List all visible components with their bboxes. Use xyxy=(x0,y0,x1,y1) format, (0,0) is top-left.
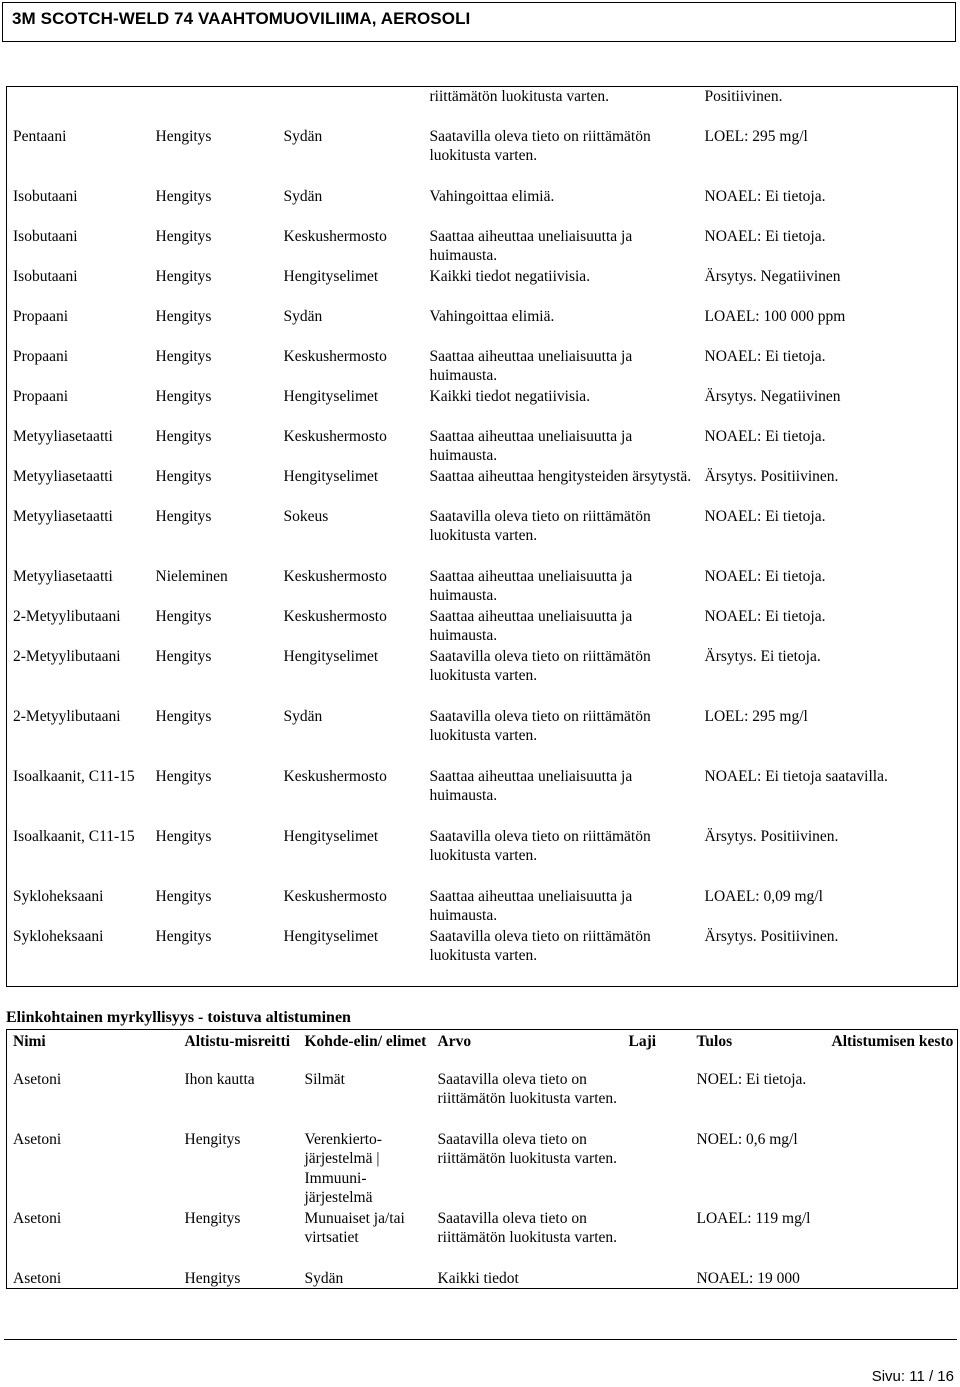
cell-result: Ärsytys. Ei tietoja. xyxy=(704,647,821,665)
cell-value: Saattaa aiheuttaa uneliaisuutta ja huimausta. xyxy=(429,227,633,265)
table-row xyxy=(7,127,958,187)
table-row xyxy=(7,827,958,887)
cell-result: LOAEL: 0,09 mg/l xyxy=(704,887,823,905)
cell-target-organ: Keskushermosto xyxy=(283,607,387,625)
cell-value: Saattaa aiheuttaa uneliaisuutta ja huimausta. xyxy=(429,887,633,925)
cell-substance: 2-Metyylibutaani xyxy=(13,607,121,625)
cell-result: LOAEL: 100 000 ppm xyxy=(704,307,846,325)
table-row xyxy=(7,387,958,427)
cell-target-organ: Sokeus xyxy=(283,507,329,525)
cell-substance xyxy=(7,87,150,127)
document-title: 3M SCOTCH-WELD 74 VAAHTOMUOVILIIMA, AEROSOLI xyxy=(12,9,471,28)
cell-route: Hengitys xyxy=(155,767,212,785)
cell-result: NOAEL: Ei tietoja. xyxy=(704,427,826,445)
cell-value: Saatavilla oleva tieto on riittämätön luokitusta varten. xyxy=(429,827,651,865)
col-header-species: Laji xyxy=(628,1033,657,1050)
cell-route: Hengitys xyxy=(155,347,212,365)
cell-target-organ: Keskushermosto xyxy=(283,227,387,245)
cell-route: Hengitys xyxy=(155,387,212,405)
cell-route: Hengitys xyxy=(184,1130,241,1148)
page-number: Sivu: 11 / 16 xyxy=(871,1368,954,1385)
cell-substance: Isobutaani xyxy=(13,227,78,245)
cell-species xyxy=(623,1269,691,1289)
cell-result: NOAEL: Ei tietoja. xyxy=(704,607,826,625)
cell-target-organ: Hengityselimet xyxy=(283,387,379,405)
cell-result: LOEL: 295 mg/l xyxy=(704,707,808,725)
table-row xyxy=(7,507,958,567)
cell-result: Ärsytys. Negatiivinen xyxy=(704,387,841,405)
cell-substance: Metyyliasetaatti xyxy=(13,507,113,525)
cell-route: Hengitys xyxy=(155,267,212,285)
col-header-organ: Kohde-elin/ elimet xyxy=(304,1033,427,1050)
table-row xyxy=(7,567,958,607)
cell-substance: 2-Metyylibutaani xyxy=(13,707,121,725)
cell-route: Hengitys xyxy=(155,127,212,145)
cell-target-organ: Hengityselimet xyxy=(283,827,379,845)
table-row xyxy=(7,87,958,127)
cell-route: Hengitys xyxy=(155,187,212,205)
cell-substance: Sykloheksaani xyxy=(13,887,104,905)
cell-target-organ: Silmät xyxy=(304,1070,345,1088)
cell-value: Saattaa aiheuttaa uneliaisuutta ja huimausta. xyxy=(429,607,633,645)
cell-target-organ: Hengityselimet xyxy=(283,267,379,285)
cell-substance: Asetoni xyxy=(13,1209,62,1227)
table-row xyxy=(7,887,958,927)
cell-value: Saattaa aiheuttaa uneliaisuutta ja huimausta. xyxy=(429,567,633,605)
cell-value: Saattaa aiheuttaa uneliaisuutta ja huimausta. xyxy=(429,767,633,805)
cell-value: Saattaa aiheuttaa uneliaisuutta ja huimausta. xyxy=(429,347,633,385)
table-row xyxy=(7,187,958,227)
cell-route: Hengitys xyxy=(155,647,212,665)
table-row xyxy=(7,607,958,647)
cell-target-organ: Hengityselimet xyxy=(283,467,379,485)
cell-species xyxy=(623,1209,691,1269)
cell-result: LOAEL: 119 mg/l xyxy=(696,1209,811,1227)
cell-route: Nieleminen xyxy=(155,567,228,585)
cell-value: riittämätön luokitusta varten. xyxy=(429,88,609,105)
table-row xyxy=(7,1130,958,1209)
cell-value: Kaikki tiedot xyxy=(437,1269,519,1287)
cell-route: Hengitys xyxy=(155,467,212,485)
cell-result: Positiivinen. xyxy=(704,88,783,105)
table-row xyxy=(7,1070,958,1130)
cell-result: NOAEL: Ei tietoja. xyxy=(704,227,826,245)
cell-route: Hengitys xyxy=(184,1269,241,1287)
cell-species xyxy=(623,1130,691,1209)
cell-value: Saatavilla oleva tieto on riittämätön luokitusta varten. xyxy=(429,647,651,685)
cell-substance: Asetoni xyxy=(13,1269,62,1287)
cell-substance: Propaani xyxy=(13,387,69,405)
table-row xyxy=(7,767,958,827)
cell-value: Saatavilla oleva tieto on riittämätön luokitusta varten. xyxy=(437,1209,617,1247)
cell-substance: Pentaani xyxy=(13,127,67,145)
cell-value: Vahingoittaa elimiä. xyxy=(429,187,555,205)
organ-toxicity-single-table xyxy=(6,86,958,987)
table-row xyxy=(7,347,958,387)
cell-value: Vahingoittaa elimiä. xyxy=(429,307,555,325)
cell-substance: Isoalkaanit, C11-15 xyxy=(13,827,135,845)
cell-result: Ärsytys. Positiivinen. xyxy=(704,927,839,945)
cell-target-organ: Verenkierto-järjestelmä | Immuuni-järjestelmä xyxy=(304,1130,382,1207)
cell-target-organ: Keskushermosto xyxy=(283,427,387,445)
cell-result: NOAEL: Ei tietoja. xyxy=(704,507,826,525)
cell-value: Kaikki tiedot negatiivisia. xyxy=(429,387,591,405)
cell-target-organ: Hengityselimet xyxy=(283,927,379,945)
table-row xyxy=(7,427,958,467)
cell-duration xyxy=(826,1269,958,1289)
cell-result: Ärsytys. Positiivinen. xyxy=(704,827,839,845)
cell-duration xyxy=(826,1070,958,1130)
cell-route: Hengitys xyxy=(155,607,212,625)
cell-result: NOAEL: Ei tietoja. xyxy=(704,347,826,365)
table-row xyxy=(7,1209,958,1269)
cell-result: NOEL: Ei tietoja. xyxy=(696,1070,807,1088)
cell-substance: Asetoni xyxy=(13,1130,62,1148)
cell-route xyxy=(150,87,278,127)
cell-target-organ: Keskushermosto xyxy=(283,767,387,785)
cell-result: LOEL: 295 mg/l xyxy=(704,127,808,145)
cell-target-organ: Sydän xyxy=(283,127,323,145)
cell-substance: Metyyliasetaatti xyxy=(13,567,113,585)
table-header-row xyxy=(7,1030,958,1070)
cell-target-organ: Sydän xyxy=(283,707,323,725)
col-header-route: Altistu-misreitti xyxy=(184,1033,291,1050)
cell-substance: Isobutaani xyxy=(13,187,78,205)
col-header-value: Arvo xyxy=(437,1033,472,1050)
document-header xyxy=(2,2,956,42)
cell-value: Saattaa aiheuttaa hengitysteiden ärsytystä. xyxy=(429,467,692,485)
table-row xyxy=(7,1269,958,1289)
cell-result: NOAEL: 19 000 xyxy=(696,1269,800,1287)
cell-route: Hengitys xyxy=(155,307,212,325)
footer-divider xyxy=(4,1339,957,1340)
cell-target-organ: Keskushermosto xyxy=(283,567,387,585)
cell-species xyxy=(623,1070,691,1130)
cell-target-organ: Sydän xyxy=(283,307,323,325)
cell-substance: Metyyliasetaatti xyxy=(13,427,113,445)
table-row xyxy=(7,227,958,267)
table-row xyxy=(7,467,958,507)
cell-substance: Metyyliasetaatti xyxy=(13,467,113,485)
cell-target-organ xyxy=(278,87,424,127)
cell-substance: Isobutaani xyxy=(13,267,78,285)
cell-value: Saatavilla oleva tieto on riittämätön luokitusta varten. xyxy=(429,707,651,745)
cell-duration xyxy=(826,1130,958,1209)
cell-result: Ärsytys. Positiivinen. xyxy=(704,467,839,485)
cell-value: Saatavilla oleva tieto on riittämätön luokitusta varten. xyxy=(429,127,651,165)
cell-value: Saatavilla oleva tieto on riittämätön luokitusta varten. xyxy=(437,1070,617,1108)
table-row xyxy=(7,267,958,307)
cell-route: Hengitys xyxy=(155,507,212,525)
cell-route: Hengitys xyxy=(155,887,212,905)
cell-substance: Isoalkaanit, C11-15 xyxy=(13,767,135,785)
organ-toxicity-repeated-table xyxy=(6,1029,958,1289)
cell-duration xyxy=(826,1209,958,1269)
cell-substance: Propaani xyxy=(13,307,69,325)
cell-route: Hengitys xyxy=(155,707,212,725)
col-header-name: Nimi xyxy=(13,1033,46,1050)
cell-substance: Propaani xyxy=(13,347,69,365)
cell-value: Saatavilla oleva tieto on riittämätön luokitusta varten. xyxy=(437,1130,617,1168)
cell-route: Hengitys xyxy=(155,827,212,845)
cell-target-organ: Hengityselimet xyxy=(283,647,379,665)
cell-value: Saatavilla oleva tieto on riittämätön luokitusta varten. xyxy=(429,507,651,545)
cell-result: NOAEL: Ei tietoja. xyxy=(704,567,826,585)
cell-target-organ: Keskushermosto xyxy=(283,347,387,365)
cell-value: Kaikki tiedot negatiivisia. xyxy=(429,267,591,285)
cell-substance: 2-Metyylibutaani xyxy=(13,647,121,665)
cell-value: Saattaa aiheuttaa uneliaisuutta ja huimausta. xyxy=(429,427,633,465)
cell-target-organ: Keskushermosto xyxy=(283,887,387,905)
cell-target-organ: Sydän xyxy=(283,187,323,205)
table-row xyxy=(7,927,958,987)
col-header-result: Tulos xyxy=(696,1033,733,1050)
cell-route: Ihon kautta xyxy=(184,1070,255,1088)
cell-result: NOAEL: Ei tietoja saatavilla. xyxy=(704,767,888,785)
cell-route: Hengitys xyxy=(155,427,212,445)
cell-route: Hengitys xyxy=(184,1209,241,1227)
cell-result: Ärsytys. Negatiivinen xyxy=(704,267,841,285)
cell-target-organ: Munuaiset ja/tai virtsatiet xyxy=(304,1209,405,1247)
table-row xyxy=(7,307,958,347)
table-row xyxy=(7,707,958,767)
cell-route: Hengitys xyxy=(155,927,212,945)
table-row xyxy=(7,647,958,707)
cell-route: Hengitys xyxy=(155,227,212,245)
cell-substance: Asetoni xyxy=(13,1070,62,1088)
section-title-repeated-exposure: Elinkohtainen myrkyllisyys - toistuva altistuminen xyxy=(6,1009,351,1026)
col-header-duration: Altistumisen kesto xyxy=(831,1033,954,1050)
cell-result: NOEL: 0,6 mg/l xyxy=(696,1130,798,1148)
cell-target-organ: Sydän xyxy=(304,1269,344,1287)
cell-value: Saatavilla oleva tieto on riittämätön luokitusta varten. xyxy=(429,927,651,965)
cell-substance: Sykloheksaani xyxy=(13,927,104,945)
cell-result: NOAEL: Ei tietoja. xyxy=(704,187,826,205)
